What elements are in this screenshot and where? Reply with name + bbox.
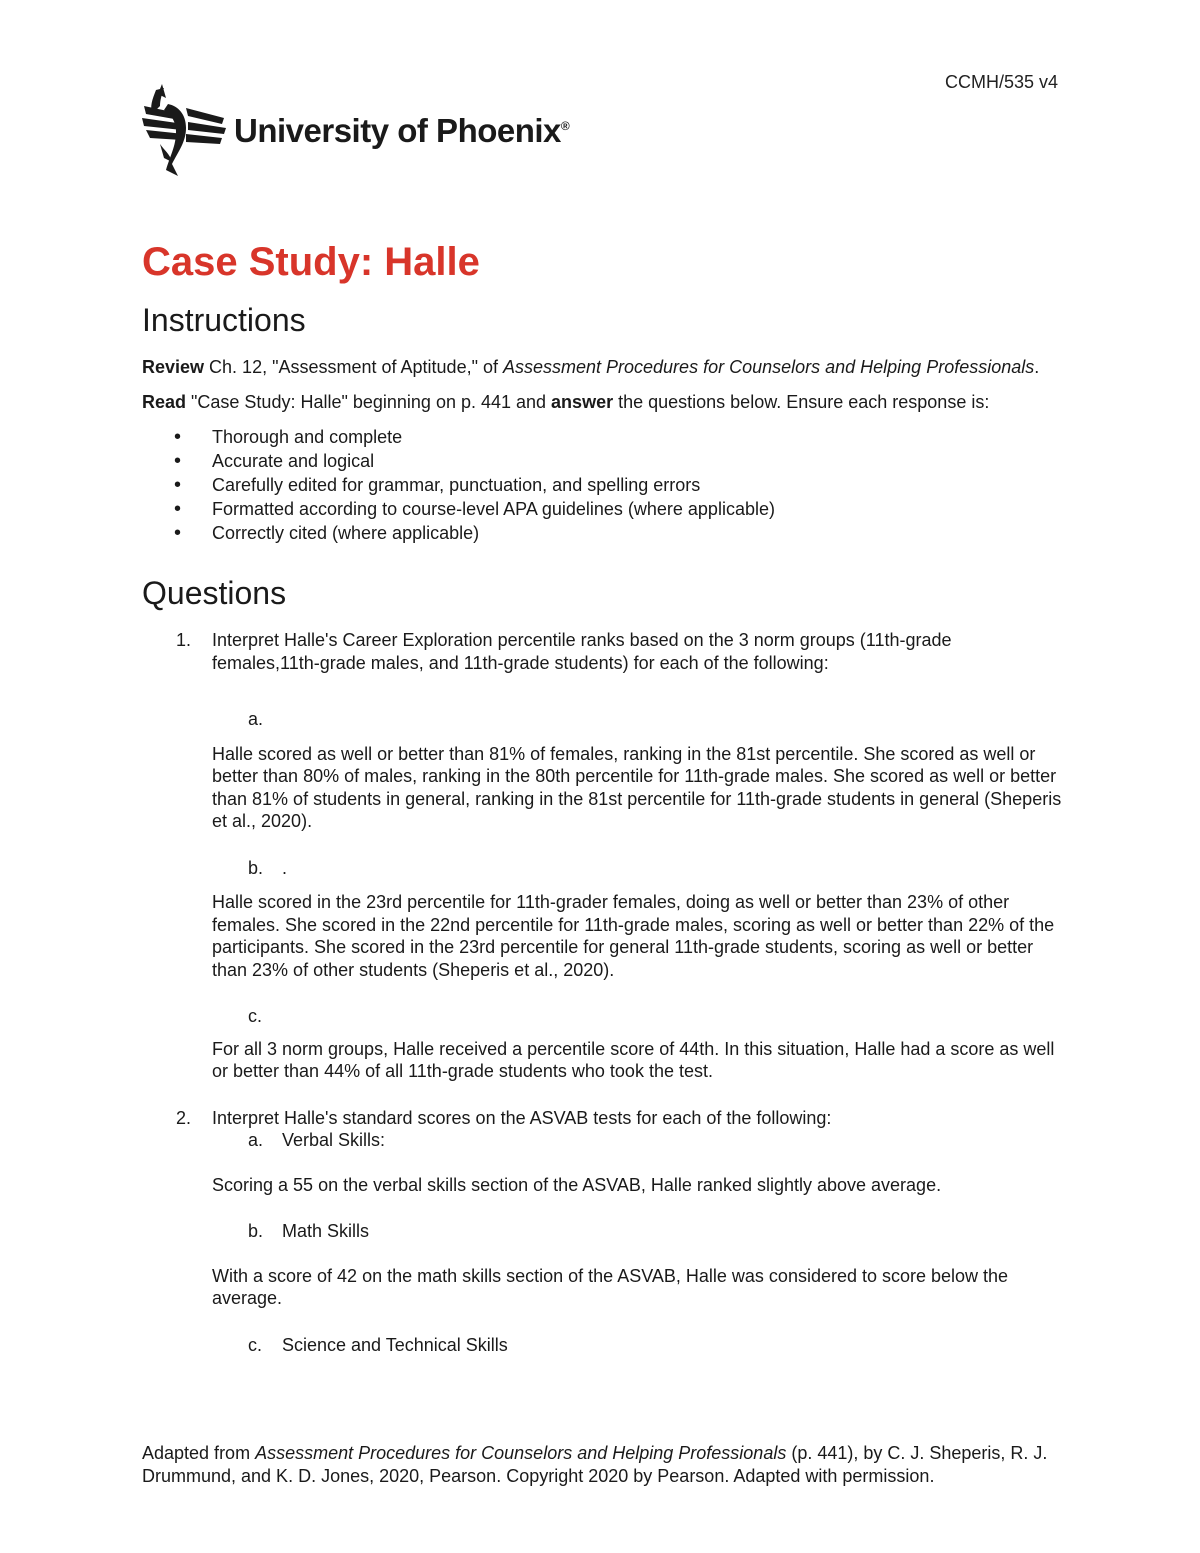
review-book-title: Assessment Procedures for Counselors and Helping Professionals — [502, 357, 1035, 377]
answer-bold: answer — [551, 391, 614, 412]
review-bold: Review — [142, 357, 205, 377]
read-bold: Read — [142, 391, 187, 412]
sub-item — [142, 1129, 1062, 1152]
sub-label: a. — [248, 709, 264, 729]
question-1 — [142, 629, 1062, 674]
sub-title: Verbal Skills: — [282, 1130, 386, 1150]
sub-label: c. — [248, 1334, 263, 1355]
answer-text: Halle scored in the 23rd percentile for 11th-grader females, doing as well or better than 23% of other females. She scored in the 22nd percentile for 11th-grade males, scoring as well or better than 22% of the participants. She scored in the 23rd percentile for general 11th-grade students, scoring as well or better than 23% of other students (Sheperis et al., 2020). — [212, 892, 1055, 980]
answer-text: For all 3 norm groups, Halle received a percentile score of 44th. In this situation, Halle had a score as well or better than 44% of all 11th-grade students who took the test. — [212, 1038, 1055, 1081]
sub-label: a. — [248, 1130, 264, 1150]
copyright-footer — [142, 1442, 1052, 1487]
instructions-heading: Instructions — [142, 302, 306, 338]
page-title: Case Study: Halle — [142, 240, 480, 284]
list-item: • Formatted according to course-level APA guidelines (where applicable) — [142, 497, 1062, 521]
read-text: "Case Study: Halle" beginning on p. 441 and — [186, 391, 552, 412]
phoenix-bird-icon — [142, 84, 226, 176]
sub-title: Math Skills — [282, 1221, 370, 1241]
question-number: 1. — [176, 630, 192, 650]
question-text: Interpret Halle's standard scores on the ASVAB tests for each of the following: — [212, 1107, 832, 1128]
document-body — [142, 236, 1062, 1356]
logo-text: University of Phoenix — [234, 112, 561, 149]
footer-text: Adapted from — [142, 1443, 256, 1463]
sub-title: Science and Technical Skills — [282, 1334, 508, 1355]
sub-item-label — [142, 708, 1062, 731]
read-text-end: the questions below. Ensure each response is: — [613, 391, 990, 412]
logo-wordmark — [234, 112, 569, 150]
registered-mark: ® — [560, 119, 570, 133]
answer-text: Halle scored as well or better than 81% of females, ranking in the 81st percentile. She scored as well or better than 80% of males, ranking in the 80th percentile for 11th-grade males. She scored as well or better than 81% of students in general, ranking in the 81st percentile for 11th-grade students in general (Sheperis et al., 2020). — [212, 743, 1062, 831]
list-item: • Accurate and logical — [142, 449, 1062, 473]
question-text: Interpret Halle's Career Exploration percentile ranks based on the 3 norm groups (11th-grade females,11th-grade males, and 11th-grade students) for each of the following: — [212, 630, 952, 673]
sub-item-label — [142, 857, 1062, 880]
read-paragraph — [142, 391, 1062, 414]
sub-label: b. — [248, 857, 264, 878]
footer-book-title: Assessment Procedures for Counselors and Helping Professionals — [255, 1443, 787, 1463]
course-code: CCMH/535 v4 — [944, 72, 1058, 92]
sub-label-extra: . — [282, 857, 288, 878]
response-criteria-list — [142, 425, 1062, 545]
sub-item-label — [142, 1005, 1062, 1028]
question-number: 2. — [176, 1107, 192, 1128]
question-2 — [142, 1107, 1062, 1130]
list-item: • Correctly cited (where applicable) — [142, 521, 1062, 545]
sub-label: b. — [248, 1221, 264, 1241]
sub-label: c. — [248, 1006, 263, 1026]
list-item: • Thorough and complete — [142, 425, 1062, 449]
university-logo — [142, 84, 569, 176]
sub-item — [142, 1334, 1062, 1357]
list-item: • Carefully edited for grammar, punctuation, and spelling errors — [142, 473, 1062, 497]
questions-heading: Questions — [142, 575, 287, 611]
sub-item — [142, 1220, 1062, 1243]
answer-text: Scoring a 55 on the verbal skills section of the ASVAB, Halle ranked slightly above average. — [212, 1174, 942, 1195]
review-text: Ch. 12, "Assessment of Aptitude," of — [204, 357, 503, 377]
review-end: . — [1034, 357, 1040, 377]
review-paragraph — [142, 356, 1062, 379]
answer-text: With a score of 42 on the math skills section of the ASVAB, Halle was considered to score below the average. — [212, 1265, 1009, 1308]
footer-text-end: (p. 441), by C. J. Sheperis, R. J. Drummund, and K. D. Jones, 2020, Pearson. Copyright 2020 by Pearson. Adapted with permission. — [142, 1443, 1048, 1486]
